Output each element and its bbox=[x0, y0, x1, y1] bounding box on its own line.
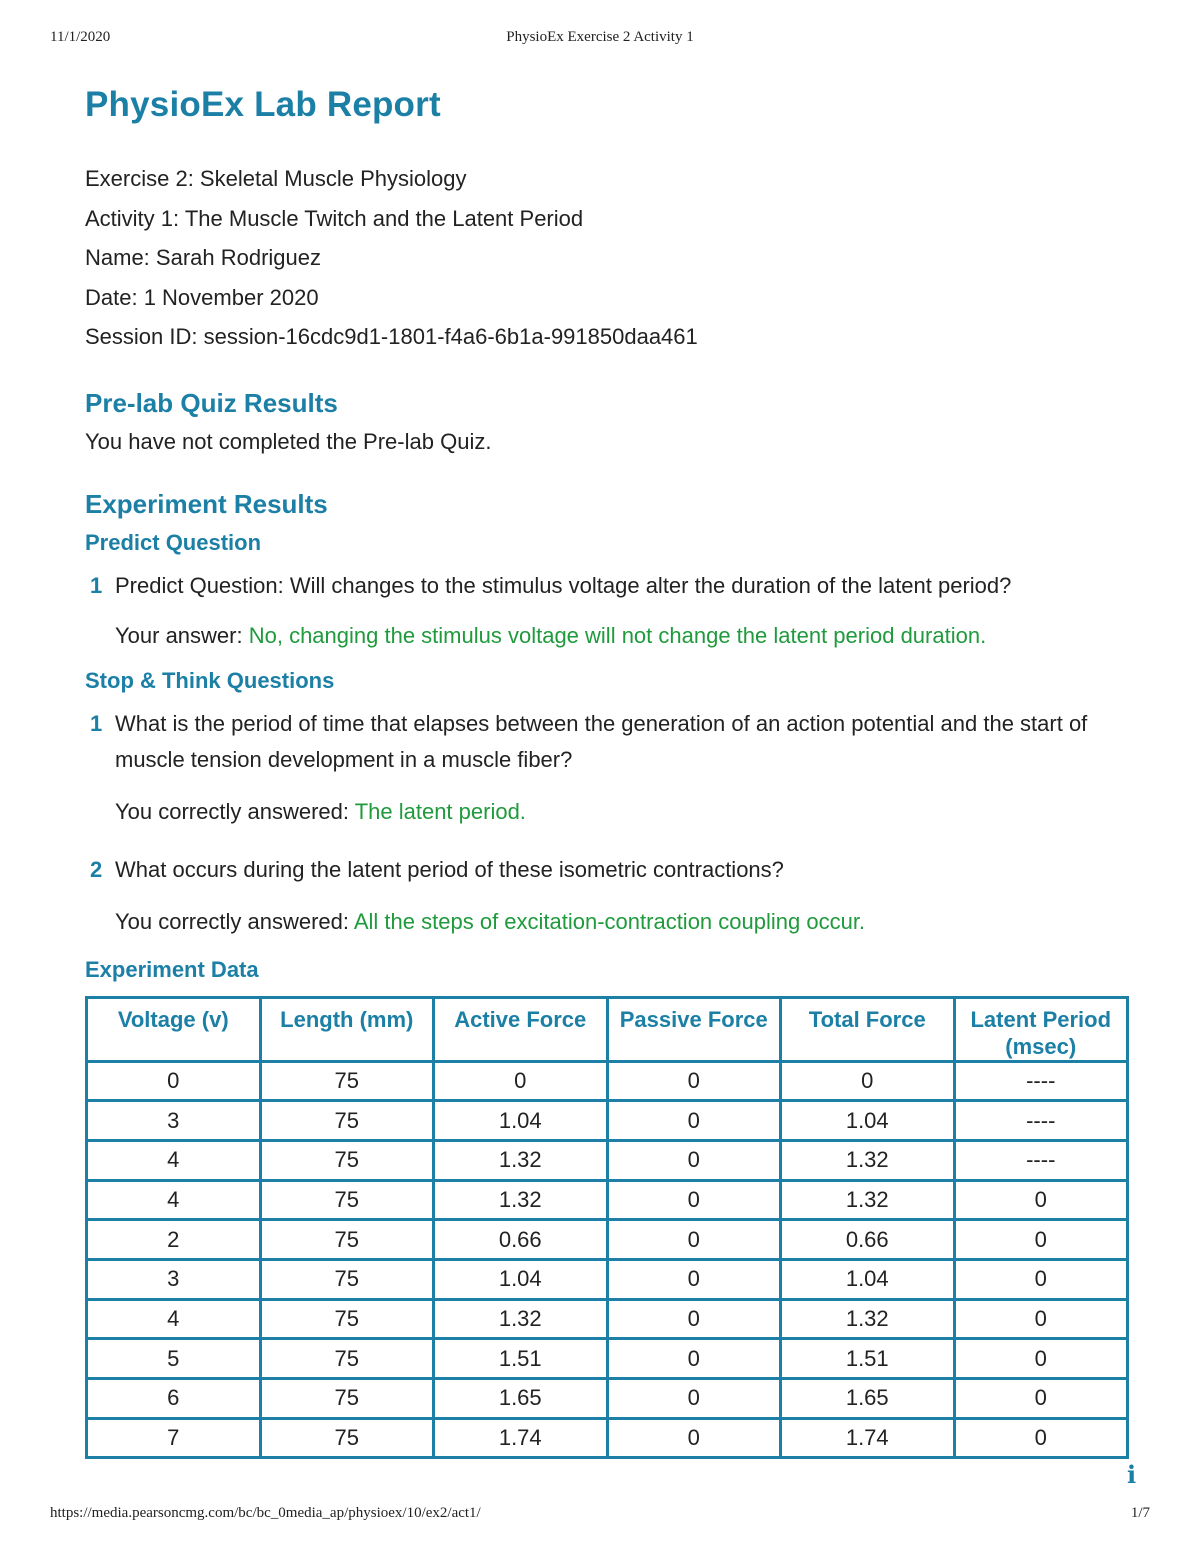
table-header-row bbox=[87, 997, 1128, 1061]
table-cell: 75 bbox=[260, 1299, 434, 1339]
answer-text: No, changing the stimulus voltage will not change the latent period duration. bbox=[248, 622, 987, 648]
table-cell: 75 bbox=[260, 1061, 434, 1101]
table-cell: 1.32 bbox=[781, 1140, 955, 1180]
table-row bbox=[87, 1220, 1128, 1260]
table-cell: 4 bbox=[87, 1180, 261, 1220]
table-cell: 0 bbox=[607, 1061, 781, 1101]
table-cell: 7 bbox=[87, 1418, 261, 1458]
table-cell: 1.32 bbox=[781, 1299, 955, 1339]
table-cell: 0 bbox=[954, 1339, 1128, 1379]
table-cell: 2 bbox=[87, 1220, 261, 1260]
table-cell: 0 bbox=[607, 1101, 781, 1141]
table-cell: 1.04 bbox=[781, 1259, 955, 1299]
print-date: 11/1/2020 bbox=[50, 29, 111, 45]
question-number: 1 bbox=[90, 572, 103, 598]
answer-prefix: You correctly answered: bbox=[115, 798, 355, 824]
student-name: Name: Sarah Rodriguez bbox=[85, 245, 322, 270]
table-row bbox=[87, 1259, 1128, 1299]
table-cell: 0 bbox=[607, 1220, 781, 1260]
page-url: https://media.pearsoncmg.com/bc/bc_0media_ap/physioex/10/ex2/act1/ bbox=[50, 1505, 481, 1521]
table-row bbox=[87, 1418, 1128, 1458]
table-row bbox=[87, 1299, 1128, 1339]
activity-line: Activity 1: The Muscle Twitch and the Latent Period bbox=[85, 205, 584, 231]
table-cell: 0.66 bbox=[781, 1220, 955, 1260]
stop-think-heading: Stop & Think Questions bbox=[85, 667, 335, 693]
table-cell: 1.74 bbox=[781, 1418, 955, 1458]
table-cell: ---- bbox=[954, 1061, 1128, 1101]
prelab-status: You have not completed the Pre-lab Quiz. bbox=[85, 428, 492, 454]
table-cell: 75 bbox=[260, 1339, 434, 1379]
table-cell: 0 bbox=[607, 1379, 781, 1419]
report-title: PhysioEx Lab Report bbox=[85, 85, 441, 124]
table-cell: 0 bbox=[954, 1180, 1128, 1220]
table-cell: 75 bbox=[260, 1140, 434, 1180]
table-cell: 0 bbox=[781, 1061, 955, 1101]
column-header: Total Force bbox=[781, 997, 955, 1061]
table-cell: 1.65 bbox=[434, 1379, 608, 1419]
table-cell: 75 bbox=[260, 1101, 434, 1141]
prelab-heading: Pre-lab Quiz Results bbox=[85, 387, 338, 418]
predict-answer bbox=[85, 618, 1135, 654]
predict-question-heading: Predict Question bbox=[85, 529, 262, 555]
stop-think-question-2 bbox=[85, 852, 1135, 888]
table-cell: ---- bbox=[954, 1101, 1128, 1141]
table-cell: 75 bbox=[260, 1379, 434, 1419]
predict-question bbox=[85, 568, 1135, 604]
print-title: PhysioEx Exercise 2 Activity 1 bbox=[506, 29, 694, 45]
question-text: What is the period of time that elapses between the generation of an action potential and the start of muscle tension development in a muscle fiber? bbox=[115, 710, 1088, 772]
table-cell: 0 bbox=[607, 1140, 781, 1180]
table-row bbox=[87, 1140, 1128, 1180]
table-cell: 75 bbox=[260, 1220, 434, 1260]
table-row bbox=[87, 1339, 1128, 1379]
table-cell: 0 bbox=[954, 1220, 1128, 1260]
question-number: 2 bbox=[90, 856, 103, 882]
answer-prefix: You correctly answered: bbox=[115, 908, 354, 934]
table-cell: 1.04 bbox=[434, 1101, 608, 1141]
stop-think-question-1 bbox=[85, 706, 1135, 778]
table-cell: 0 bbox=[954, 1379, 1128, 1419]
table-cell: 1.51 bbox=[781, 1339, 955, 1379]
table-cell: 5 bbox=[87, 1339, 261, 1379]
table-cell: 0 bbox=[607, 1418, 781, 1458]
table-cell: 75 bbox=[260, 1418, 434, 1458]
table-cell: 3 bbox=[87, 1259, 261, 1299]
table-cell: 0 bbox=[87, 1061, 261, 1101]
column-header: Active Force bbox=[434, 997, 608, 1061]
info-icon[interactable]: i bbox=[1127, 1460, 1137, 1489]
table-row bbox=[87, 1180, 1128, 1220]
experiment-data-heading: Experiment Data bbox=[85, 956, 259, 982]
stop-think-answer-1 bbox=[85, 794, 1135, 830]
table-cell: 0 bbox=[607, 1259, 781, 1299]
column-header: Passive Force bbox=[607, 997, 781, 1061]
question-text: What occurs during the latent period of these isometric contractions? bbox=[115, 856, 784, 882]
table-row bbox=[87, 1379, 1128, 1419]
stop-think-answer-2 bbox=[85, 904, 1135, 940]
exercise-line: Exercise 2: Skeletal Muscle Physiology bbox=[85, 166, 467, 191]
answer-text: All the steps of excitation-contraction coupling occur. bbox=[353, 908, 866, 934]
answer-prefix: Your answer: bbox=[115, 622, 249, 648]
table-cell: 1.32 bbox=[434, 1140, 608, 1180]
report-content bbox=[85, 80, 1135, 1459]
table-cell: 0.66 bbox=[434, 1220, 608, 1260]
experiment-data-table-wrap bbox=[85, 996, 1135, 1460]
answer-text: The latent period. bbox=[354, 798, 526, 824]
table-cell: 0 bbox=[434, 1061, 608, 1101]
table-cell: 0 bbox=[607, 1180, 781, 1220]
column-header: Voltage (v) bbox=[87, 997, 261, 1061]
table-cell: 1.32 bbox=[434, 1299, 608, 1339]
table-cell: 0 bbox=[954, 1418, 1128, 1458]
page-number: 1/7 bbox=[1130, 1505, 1150, 1521]
table-cell: 0 bbox=[607, 1339, 781, 1379]
table-cell: 1.32 bbox=[781, 1180, 955, 1220]
column-header: Length (mm) bbox=[260, 997, 434, 1061]
table-cell: ---- bbox=[954, 1140, 1128, 1180]
table-row bbox=[87, 1101, 1128, 1141]
table-cell: 1.74 bbox=[434, 1418, 608, 1458]
table-cell: 0 bbox=[954, 1259, 1128, 1299]
column-header: Latent Period (msec) bbox=[954, 997, 1128, 1061]
table-cell: 75 bbox=[260, 1180, 434, 1220]
table-cell: 1.32 bbox=[434, 1180, 608, 1220]
table-cell: 1.04 bbox=[781, 1101, 955, 1141]
table-cell: 4 bbox=[87, 1299, 261, 1339]
table-cell: 75 bbox=[260, 1259, 434, 1299]
session-id: Session ID: session-16cdc9d1-1801-f4a6-6b1a-991850daa461 bbox=[85, 324, 698, 349]
table-row bbox=[87, 1061, 1128, 1101]
table-cell: 0 bbox=[954, 1299, 1128, 1339]
experiment-data-table bbox=[85, 996, 1129, 1460]
table-cell: 0 bbox=[607, 1299, 781, 1339]
table-cell: 6 bbox=[87, 1379, 261, 1419]
table-cell: 3 bbox=[87, 1101, 261, 1141]
table-cell: 1.51 bbox=[434, 1339, 608, 1379]
question-number: 1 bbox=[90, 710, 103, 736]
question-text: Predict Question: Will changes to the stimulus voltage alter the duration of the latent period? bbox=[115, 572, 1012, 598]
report-date: Date: 1 November 2020 bbox=[85, 284, 319, 310]
experiment-results-heading: Experiment Results bbox=[85, 488, 328, 519]
table-cell: 4 bbox=[87, 1140, 261, 1180]
table-cell: 1.65 bbox=[781, 1379, 955, 1419]
table-cell: 1.04 bbox=[434, 1259, 608, 1299]
